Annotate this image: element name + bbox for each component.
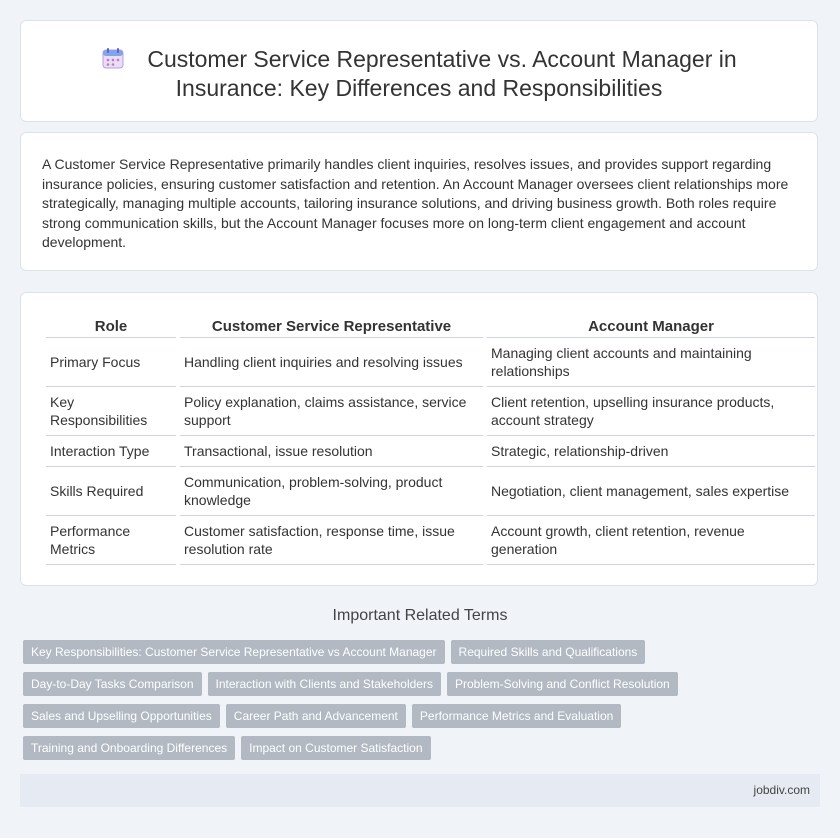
footer-site-link[interactable]: jobdiv.com: [753, 783, 810, 797]
related-term-tag[interactable]: Training and Onboarding Differences: [23, 736, 235, 760]
table-row: [46, 387, 815, 436]
am-cell: Managing client accounts and maintaining relationships: [487, 338, 815, 387]
related-term-tag[interactable]: Impact on Customer Satisfaction: [241, 736, 430, 760]
related-terms-tags: [23, 640, 823, 768]
intro-card: [20, 132, 818, 271]
row-label: Primary Focus: [46, 338, 176, 387]
table-row: [46, 338, 815, 387]
related-term-tag[interactable]: Interaction with Clients and Stakeholders: [208, 672, 441, 696]
row-label: Interaction Type: [46, 436, 176, 467]
footer: [20, 774, 820, 807]
comparison-table: [42, 315, 819, 565]
row-label: Skills Required: [46, 467, 176, 516]
intro-paragraph: A Customer Service Representative primarily handles client inquiries, resolves issues, and provides support regarding insurance policies, ensuring customer satisfaction and retention. An Account Manager oversees client relationships more strategically, managing multiple accounts, tailoring insurance solutions, and driving business growth. Both roles require strong communication skills, but the Account Manager focuses more on long-term client engagement and account development.: [42, 156, 789, 250]
table-header-row: [46, 315, 815, 338]
page-title: [21, 45, 817, 103]
related-term-tag[interactable]: Key Responsibilities: Customer Service Representative vs Account Manager: [23, 640, 445, 664]
calendar-icon: [101, 46, 125, 70]
header-account-manager: Account Manager: [487, 315, 815, 338]
related-term-tag[interactable]: Performance Metrics and Evaluation: [412, 704, 621, 728]
title-line-2: Insurance: Key Differences and Responsibilities: [175, 75, 663, 101]
comparison-card: [20, 292, 818, 586]
related-terms-heading: Important Related Terms: [332, 607, 508, 624]
title-card: [20, 20, 818, 122]
am-cell: Account growth, client retention, revenue generation: [487, 516, 815, 565]
related-term-tag[interactable]: Career Path and Advancement: [226, 704, 406, 728]
related-term-tag[interactable]: Day-to-Day Tasks Comparison: [23, 672, 202, 696]
table-row: [46, 516, 815, 565]
csr-cell: Handling client inquiries and resolving issues: [180, 338, 483, 387]
csr-cell: Transactional, issue resolution: [180, 436, 483, 467]
table-row: [46, 436, 815, 467]
am-cell: Client retention, upselling insurance products, account strategy: [487, 387, 815, 436]
related-term-tag[interactable]: Problem-Solving and Conflict Resolution: [447, 672, 678, 696]
am-cell: Negotiation, client management, sales expertise: [487, 467, 815, 516]
header-role: Role: [46, 315, 176, 338]
header-csr: Customer Service Representative: [180, 315, 483, 338]
related-term-tag[interactable]: Required Skills and Qualifications: [451, 640, 646, 664]
title-line-1: Customer Service Representative vs. Account Manager in: [147, 46, 737, 72]
csr-cell: Customer satisfaction, response time, issue resolution rate: [180, 516, 483, 565]
csr-cell: Policy explanation, claims assistance, service support: [180, 387, 483, 436]
table-row: [46, 467, 815, 516]
related-term-tag[interactable]: Sales and Upselling Opportunities: [23, 704, 220, 728]
csr-cell: Communication, problem-solving, product knowledge: [180, 467, 483, 516]
am-cell: Strategic, relationship-driven: [487, 436, 815, 467]
row-label: Key Responsibilities: [46, 387, 176, 436]
row-label: Performance Metrics: [46, 516, 176, 565]
